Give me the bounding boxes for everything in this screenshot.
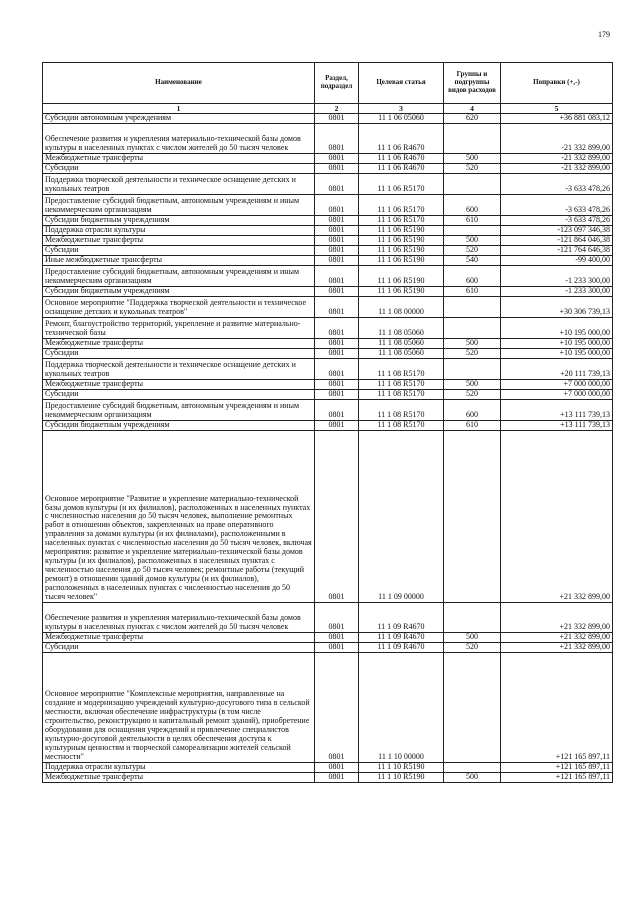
table-row [43,226,613,236]
row-section: 0801 [315,643,359,653]
row-amount: -121 864 046,38 [501,236,613,246]
row-amount: +121 165 897,11 [501,763,613,773]
row-target: 11 1 08 R5170 [359,400,444,421]
row-group: 500 [444,773,501,783]
row-name: Предоставление субсидий бюджетным, автономным учреждениям и иным некоммерческим организациям [43,266,315,287]
row-section: 0801 [315,349,359,359]
table-row [43,633,613,643]
row-amount: -21 332 899,00 [501,154,613,164]
row-name: Субсидии [43,164,315,174]
row-section: 0801 [315,318,359,339]
row-target: 11 1 08 05060 [359,318,444,339]
row-group: 520 [444,643,501,653]
row-name: Межбюджетные трансферты [43,154,315,164]
table-row [43,359,613,380]
row-target: 11 1 08 05060 [359,339,444,349]
row-name: Субсидии бюджетным учреждениям [43,216,315,226]
row-name: Поддержка отрасли культуры [43,226,315,236]
row-group [444,124,501,154]
table-row [43,653,613,763]
row-target: 11 1 06 R4670 [359,124,444,154]
row-amount: +21 332 899,00 [501,643,613,653]
header-row [43,63,613,104]
row-section: 0801 [315,359,359,380]
row-amount: +21 332 899,00 [501,633,613,643]
table-row [43,421,613,431]
table-row [43,431,613,603]
row-group: 520 [444,246,501,256]
row-target: 11 1 08 R5170 [359,421,444,431]
row-name: Основное мероприятие "Комплексные мероприятия, направленные на создание и модернизацию учреждений культурно-досугового типа в сельской местности, включая обеспечение инфраструктуры (в том числе строительство, реконструкцию и капитальный ремонт зданий), приобретение оборудования для оснащения учреждений и привлечение специалистов культурно-досуговой деятельности в целях обеспечения доступа к культурным ценностям и творческой самореализации жителей сельской местности" [43,653,315,763]
row-section: 0801 [315,216,359,226]
row-section: 0801 [315,763,359,773]
row-group: 600 [444,266,501,287]
row-group: 610 [444,216,501,226]
row-group [444,603,501,633]
row-section: 0801 [315,266,359,287]
row-name: Основное мероприятие "Развитие и укрепление материально-технической базы домов культуры (и их филиалов), расположенных в населенных пунктах с численностью населения до 50 тысяч человек, выполнение ремонтных работ в отношении объектов, закрепленных на праве оперативного управления за домами культуры (и их филиалами), расположенными в населенных пунктах с численностью населения до 50 тысяч человек, включая мероприятия: развитие и укрепление материально-технической базы домов культуры (и их филиалов), расположенных в населенных пунктах с численностью населения до 50 тысяч человек; ремонтные работы (текущий ремонт) в отношении зданий домов культуры (и их филиалов), расположенных в населенных пунктах с численностью населения до 50 тысяч человек" [43,431,315,603]
row-group [444,763,501,773]
column-index-row [43,104,613,114]
row-amount: -1 233 300,00 [501,287,613,297]
row-name: Межбюджетные трансферты [43,380,315,390]
row-section: 0801 [315,256,359,266]
row-target: 11 1 06 R5190 [359,226,444,236]
row-section: 0801 [315,154,359,164]
table-row [43,763,613,773]
row-name: Субсидии [43,643,315,653]
table-row [43,318,613,339]
header-target: Целевая статья [359,63,444,104]
row-target: 11 1 06 R5190 [359,236,444,246]
row-amount: +36 881 083,12 [501,114,613,124]
row-name: Межбюджетные трансферты [43,236,315,246]
row-name: Субсидии бюджетным учреждениям [43,287,315,297]
row-group [444,297,501,318]
row-group: 620 [444,114,501,124]
table-row [43,380,613,390]
row-target: 11 1 06 R4670 [359,154,444,164]
row-group [444,359,501,380]
row-group: 500 [444,380,501,390]
row-group: 500 [444,633,501,643]
table-row [43,390,613,400]
column-index: 4 [444,104,501,114]
row-section: 0801 [315,390,359,400]
row-amount: -3 633 478,26 [501,216,613,226]
column-index: 2 [315,104,359,114]
row-name: Межбюджетные трансферты [43,633,315,643]
row-section: 0801 [315,246,359,256]
row-amount: -121 764 646,38 [501,246,613,256]
row-amount: +10 195 000,00 [501,349,613,359]
row-name: Поддержка творческой деятельности и техническое оснащение детских и кукольных театров [43,359,315,380]
row-amount: +20 111 739,13 [501,359,613,380]
row-group [444,431,501,603]
row-amount: -1 233 300,00 [501,266,613,287]
row-target: 11 1 06 R5170 [359,216,444,226]
row-section: 0801 [315,633,359,643]
header-groups: Группы и подгруппы видов расходов [444,63,501,104]
row-name: Поддержка отрасли культуры [43,763,315,773]
row-name: Субсидии [43,349,315,359]
row-name: Предоставление субсидий бюджетным, автономным учреждениям и иным некоммерческим организациям [43,400,315,421]
table-row [43,154,613,164]
row-section: 0801 [315,603,359,633]
row-target: 11 1 06 R5190 [359,266,444,287]
row-section: 0801 [315,653,359,763]
row-section: 0801 [315,124,359,154]
row-name: Ремонт, благоустройство территорий, укрепление и развитие материально-технической базы [43,318,315,339]
row-amount: +10 195 000,00 [501,339,613,349]
row-section: 0801 [315,773,359,783]
row-section: 0801 [315,287,359,297]
table-row [43,643,613,653]
table-row [43,400,613,421]
table-row [43,773,613,783]
row-name: Межбюджетные трансферты [43,773,315,783]
row-name: Субсидии [43,246,315,256]
row-section: 0801 [315,380,359,390]
row-section: 0801 [315,339,359,349]
row-section: 0801 [315,174,359,195]
row-name: Иные межбюджетные трансферты [43,256,315,266]
row-amount: -3 633 478,26 [501,174,613,195]
table-row [43,124,613,154]
table-row [43,114,613,124]
row-amount: +7 000 000,00 [501,390,613,400]
row-target: 11 1 09 R4670 [359,643,444,653]
row-section: 0801 [315,164,359,174]
row-amount: -21 332 899,00 [501,164,613,174]
row-group: 520 [444,164,501,174]
row-group: 500 [444,236,501,246]
table-row [43,246,613,256]
row-group [444,318,501,339]
row-name: Предоставление субсидий бюджетным, автономным учреждениям и иным некоммерческим организациям [43,195,315,216]
row-group: 610 [444,421,501,431]
table-row [43,603,613,633]
row-name: Обеспечение развития и укрепления материально-технической базы домов культуры в населенных пунктах с числом жителей до 50 тысяч человек [43,603,315,633]
column-index: 5 [501,104,613,114]
row-amount: +21 332 899,00 [501,431,613,603]
row-amount: +7 000 000,00 [501,380,613,390]
row-section: 0801 [315,421,359,431]
row-amount: -21 332 899,00 [501,124,613,154]
row-group: 500 [444,154,501,164]
row-target: 11 1 08 R5170 [359,380,444,390]
row-target: 11 1 06 R5190 [359,246,444,256]
row-target: 11 1 09 00000 [359,431,444,603]
row-section: 0801 [315,226,359,236]
row-name: Основное мероприятие "Поддержка творческой деятельности и техническое оснащение детских и кукольных театров" [43,297,315,318]
table-row [43,216,613,226]
row-group [444,174,501,195]
row-name: Субсидии [43,390,315,400]
table-row [43,287,613,297]
row-amount: -3 633 478,26 [501,195,613,216]
row-section: 0801 [315,195,359,216]
row-amount: -99 400,00 [501,256,613,266]
row-target: 11 1 10 R5190 [359,763,444,773]
table-row [43,297,613,318]
row-target: 11 1 10 R5190 [359,773,444,783]
row-name: Межбюджетные трансферты [43,339,315,349]
row-amount: +10 195 000,00 [501,318,613,339]
row-group: 610 [444,287,501,297]
row-amount: +13 111 739,13 [501,421,613,431]
row-target: 11 1 09 R4670 [359,603,444,633]
table-row [43,164,613,174]
row-target: 11 1 08 00000 [359,297,444,318]
page-number: 179 [598,30,610,39]
row-target: 11 1 08 R5170 [359,390,444,400]
row-target: 11 1 10 00000 [359,653,444,763]
table-row [43,349,613,359]
table-row [43,236,613,246]
header-section: Раздел, подраздел [315,63,359,104]
row-section: 0801 [315,236,359,246]
row-group [444,653,501,763]
table-row [43,174,613,195]
row-name: Обеспечение развития и укрепления материально-технической базы домов культуры в населенных пунктах с числом жителей до 50 тысяч человек [43,124,315,154]
row-group: 500 [444,339,501,349]
row-group: 520 [444,349,501,359]
row-target: 11 1 06 R5170 [359,195,444,216]
row-section: 0801 [315,114,359,124]
row-group: 600 [444,195,501,216]
table-body [43,114,613,783]
row-name: Поддержка творческой деятельности и техническое оснащение детских и кукольных театров [43,174,315,195]
column-index: 3 [359,104,444,114]
row-group [444,226,501,236]
row-target: 11 1 09 R4670 [359,633,444,643]
row-target: 11 1 08 R5170 [359,359,444,380]
row-amount: +121 165 897,11 [501,653,613,763]
table-row [43,195,613,216]
row-target: 11 1 06 R5190 [359,256,444,266]
table-row [43,256,613,266]
row-target: 11 1 06 R5170 [359,174,444,195]
row-group: 600 [444,400,501,421]
row-amount: +30 306 739,13 [501,297,613,318]
row-group: 540 [444,256,501,266]
row-section: 0801 [315,400,359,421]
row-amount: +121 165 897,11 [501,773,613,783]
row-name: Субсидии бюджетным учреждениям [43,421,315,431]
row-target: 11 1 06 R5190 [359,287,444,297]
column-index: 1 [43,104,315,114]
table-row [43,339,613,349]
row-target: 11 1 06 R4670 [359,164,444,174]
row-target: 11 1 08 05060 [359,349,444,359]
row-amount: +21 332 899,00 [501,603,613,633]
row-amount: +13 111 739,13 [501,400,613,421]
row-section: 0801 [315,297,359,318]
budget-table [42,62,613,783]
row-group: 520 [444,390,501,400]
row-amount: -123 097 346,38 [501,226,613,236]
header-amendments: Поправки (+,-) [501,63,613,104]
table-row [43,266,613,287]
row-target: 11 1 06 05060 [359,114,444,124]
header-name: Наименование [43,63,315,104]
row-section: 0801 [315,431,359,603]
row-name: Субсидии автономным учреждениям [43,114,315,124]
